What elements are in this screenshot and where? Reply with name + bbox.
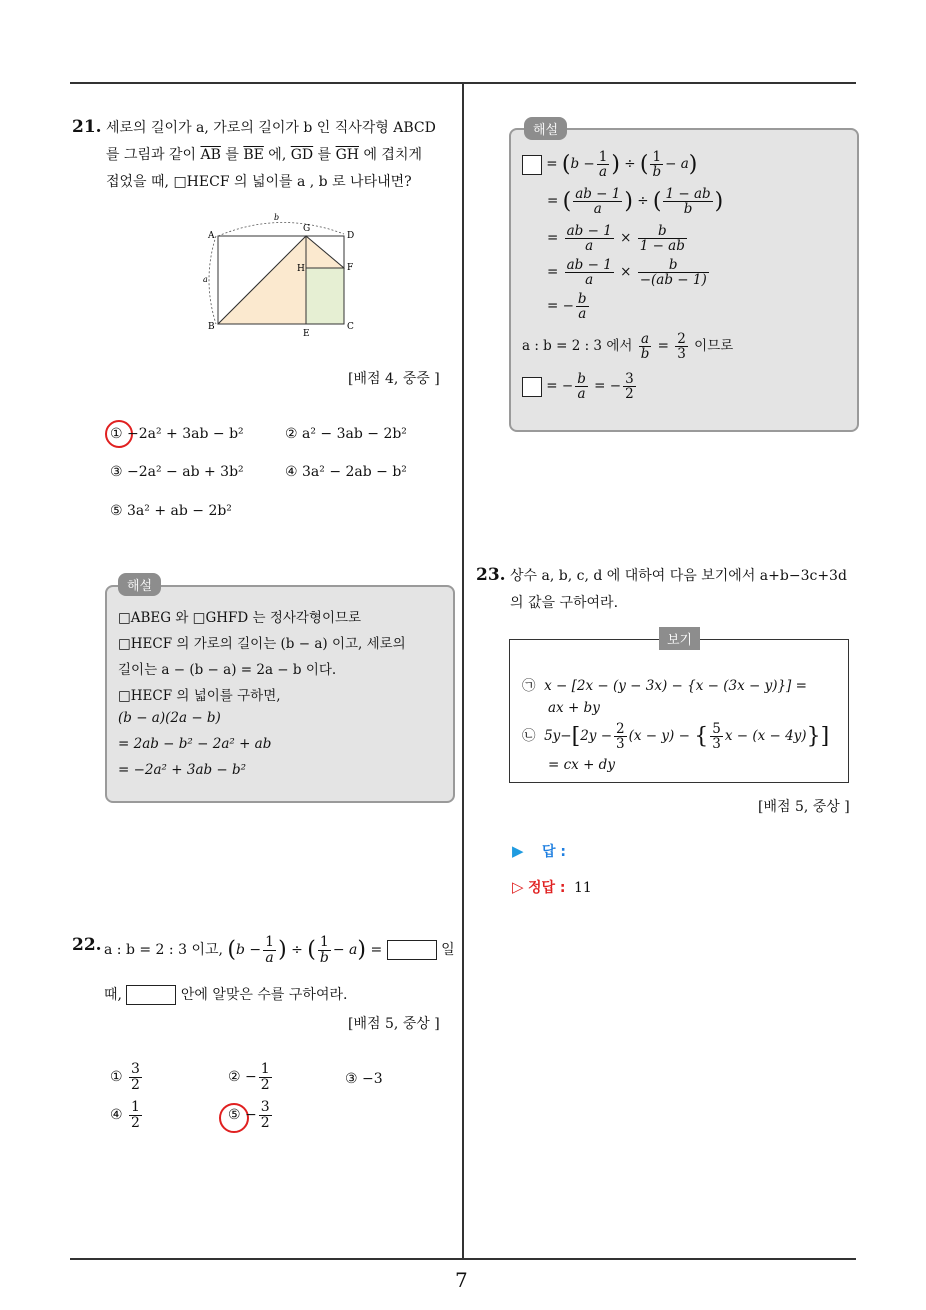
- rectangle-fold-figure: [200, 212, 370, 342]
- question-line-2: 의 값을 구하여라.: [510, 595, 619, 611]
- solution-line: □HECF 의 가로의 길이는 (b − a) 이고, 세로의: [118, 636, 406, 652]
- example-box-title: 보기: [659, 627, 700, 650]
- choice-3[interactable]: ③ −2a² − ab + 3b²: [110, 464, 244, 480]
- correct-answer-line: ▷ 정답 : 11: [512, 878, 592, 896]
- difficulty: [배점 5, 중상 ]: [758, 799, 850, 815]
- choice-1[interactable]: ① $\frac{3}{2}$: [110, 1061, 140, 1093]
- question-number: 23.: [476, 565, 506, 585]
- question-number: 21.: [72, 117, 102, 137]
- choice-3[interactable]: ③ −3: [345, 1071, 383, 1087]
- example-item-1: ㉠ x − [2x − (y − 3x) − {x − (3x − y)}] =: [522, 678, 807, 694]
- label-F: F: [347, 263, 354, 273]
- bottom-rule: [70, 1258, 856, 1260]
- solution-line: = −2a² + 3ab − b²: [118, 762, 247, 778]
- label-C: C: [347, 322, 354, 332]
- solution-tag: 해설: [524, 117, 567, 140]
- question-line-1: 세로의 길이가 a, 가로의 길이가 b 인 직사각형 ABCD: [106, 120, 436, 136]
- solution-line: □HECF 의 넓이를 구하면,: [118, 688, 281, 704]
- label-B: B: [208, 322, 215, 332]
- solution-line: □ABEG 와 □GHFD 는 정사각형이므로: [118, 610, 362, 626]
- difficulty: [배점 5, 중상 ]: [348, 1016, 440, 1032]
- solution-line: (b − a)(2a − b): [118, 710, 221, 726]
- page-number: 7: [455, 1268, 468, 1292]
- choice-4[interactable]: ④ $\frac{1}{2}$: [110, 1099, 140, 1131]
- solution-line-3: = $\frac{ab - 1}{a}$ × $\frac{b}{1 - ab}$: [547, 223, 685, 255]
- outline-play-icon: ▷: [512, 878, 524, 896]
- difficulty: [배점 4, 중중 ]: [348, 371, 440, 387]
- choice-2[interactable]: ② a² − 3ab − 2b²: [285, 426, 407, 442]
- blank-square-icon: [522, 377, 542, 397]
- label-A: A: [208, 231, 215, 241]
- label-D: D: [347, 231, 355, 241]
- question-line-3: 접었을 때, □HECF 의 넓이를 a , b 로 나타내면?: [106, 174, 412, 190]
- solution-line-6: a : b = 2 : 3 에서 $\frac{a}{b}$ = $\frac{2}{3}$ 이므로: [522, 331, 734, 363]
- correct-answer-value: 11: [573, 880, 592, 896]
- choice-5[interactable]: ⑤ 3a² + ab − 2b²: [110, 503, 232, 519]
- example-item-1-cont: ax + by: [548, 700, 600, 716]
- question-text: [106, 115, 456, 196]
- solution-line-1: = (b − $\frac{1}{a}$ ) ÷ ( $\frac{1}{b}$ − a): [522, 150, 697, 179]
- question-number: 22.: [72, 935, 102, 955]
- label-b-dim: b: [274, 213, 280, 222]
- solution-line-2: = ( $\frac{ab - 1}{a}$ ) ÷ ( $\frac{1 - ab}{b}$ ): [547, 186, 724, 218]
- label-H: H: [297, 264, 305, 274]
- solution-line: 길이는 a − (b − a) = 2a − b 이다.: [118, 662, 337, 678]
- label-a-dim: a: [203, 275, 208, 284]
- question-line-1: 상수 a, b, c, d 에 대하여 다음 보기에서 a+b−3c+3d: [510, 568, 847, 584]
- play-icon: ▶: [512, 842, 524, 860]
- solution-line: = 2ab − b² − 2a² + ab: [118, 736, 272, 752]
- choice-1[interactable]: ① −2a² + 3ab − b²: [110, 426, 244, 442]
- question-line-2: 를 그림과 같이 $\overline{AB}$ 를 $\overline{BE}$ 에, $\overline{GD}$ 를 $\overline{GH}$ 에 겹치게: [106, 147, 422, 163]
- solution-line-4: = $\frac{ab - 1}{a}$ × $\frac{b}{-(ab - 1)}$: [547, 257, 707, 289]
- example-item-2: ㉡ 5y−[2y − $\frac{2}{3}$ (x − y) − { $\frac{5}{3}$ x − (x − 4y)}]: [522, 721, 830, 753]
- question-line-1: a : b = 2 : 3 이고, (b − $\frac{1}{a}$ ) ÷ ( $\frac{1}{b}$ − a) = 일: [104, 934, 455, 966]
- solution-line-5: = − $\frac{b}{a}$: [547, 291, 587, 323]
- question-line-2: 때, 안에 알맞은 수를 구하여라.: [104, 987, 348, 1003]
- answer-line: ▶ 답 :: [512, 842, 566, 860]
- question-text: [510, 563, 860, 617]
- choice-4[interactable]: ④ 3a² − 2ab − b²: [285, 464, 407, 480]
- solution-tag: 해설: [118, 573, 161, 596]
- example-item-2-cont: = cx + dy: [548, 757, 615, 773]
- solution-line-7: = − $\frac{b}{a}$ = − $\frac{3}{2}$: [522, 372, 638, 401]
- choice-5[interactable]: ⑤ − $\frac{3}{2}$: [228, 1099, 270, 1131]
- square-hecf: [306, 268, 344, 324]
- choice-2[interactable]: ② − $\frac{1}{2}$: [228, 1061, 270, 1093]
- column-divider: [462, 83, 464, 1259]
- answer-blank: [126, 985, 176, 1005]
- blank-square-icon: [522, 155, 542, 175]
- label-G: G: [303, 224, 311, 234]
- answer-blank: [387, 940, 437, 960]
- label-E: E: [303, 329, 310, 339]
